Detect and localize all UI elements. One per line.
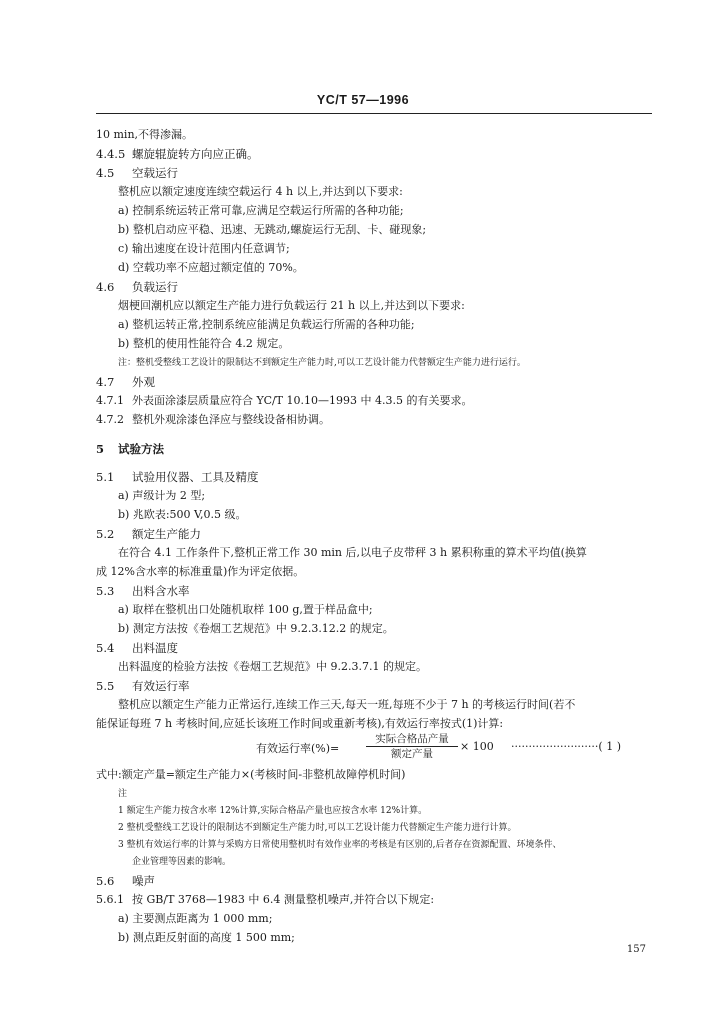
section-number: 4.6 (96, 280, 115, 294)
text-line: 出料温度的检验方法按《卷烟工艺规范》中 9.2.3.7.1 的规定。 (118, 660, 427, 673)
section-text: 负载运行 (132, 280, 178, 294)
list-item: a) 控制系统运转正常可靠,应满足空载运行所需的各种功能; (118, 204, 404, 217)
note-line: 2 整机受整线工艺设计的限制达不到额定生产能力时,可以工艺设计能力代替额定生产能力进行计算。 (118, 823, 517, 833)
section-heading (96, 166, 178, 180)
section-text: 出料温度 (132, 641, 178, 655)
section-text: 整机外观涂漆色泽应与整线设备相协调。 (132, 413, 330, 426)
formula-numerator: 实际合格品产量 (375, 733, 449, 745)
section-number: 4.7.2 (96, 413, 124, 426)
section-heading (96, 280, 178, 294)
list-item: b) 整机的使用性能符合 4.2 规定。 (118, 337, 290, 350)
formula-fraction (366, 733, 458, 760)
page-number: 157 (626, 944, 646, 955)
section-heading (96, 470, 259, 484)
chapter-number: 5 (96, 442, 105, 456)
list-item: b) 兆欧表:500 V,0.5 级。 (118, 508, 247, 521)
section-text: 螺旋辊旋转方向应正确。 (132, 147, 259, 161)
section-number: 5.6 (96, 874, 115, 888)
page-header: YC/T 57—1996 (316, 93, 410, 107)
section-text: 噪声 (132, 874, 155, 888)
section-number: 5.4 (96, 641, 115, 655)
section-number: 4.4.5 (96, 147, 126, 161)
header-rule (96, 113, 652, 114)
section-heading (96, 584, 190, 598)
section-number: 5.3 (96, 584, 115, 598)
list-item: a) 声级计为 2 型; (118, 489, 206, 502)
chapter-heading (96, 442, 164, 456)
text-line: 能保证每班 7 h 考核时间,应延长该班工作时间或重新考核),有效运行率按式(1)计算: (96, 717, 504, 730)
formula-lhs: 有效运行率(%)= (256, 742, 340, 755)
note-label: 注 (118, 789, 128, 799)
list-item: c) 输出速度在设计范围内任意调节; (118, 242, 290, 255)
formula-denominator: 额定产量 (391, 748, 433, 760)
list-item: d) 空载功率不应超过额定值的 70%。 (118, 261, 304, 274)
text-line: 烟梗回潮机应以额定生产能力进行负载运行 21 h 以上,并达到以下要求: (118, 299, 465, 312)
section-text: 空载运行 (132, 166, 178, 180)
section-text: 按 GB/T 3768—1983 中 6.4 测量整机噪声,并符合以下规定: (132, 893, 435, 906)
section-text: 试验用仪器、工具及精度 (132, 470, 259, 484)
section-number: 5.5 (96, 679, 115, 693)
section-text: 外表面涂漆层质量应符合 YC/T 10.10—1993 中 4.3.5 的有关要求。 (132, 394, 473, 407)
section-text: 额定生产能力 (132, 527, 201, 541)
text-line: 在符合 4.1 工作条件下,整机正常工作 30 min 后,以电子皮带秤 3 h 累积称重的算术平均值(换算 (118, 546, 587, 559)
text-line: 10 min,不得渗漏。 (96, 128, 194, 141)
text-line: 式中:额定产量=额定生产能力×(考核时间-非整机故障停机时间) (96, 768, 406, 781)
section-heading (96, 641, 178, 655)
section-heading (96, 413, 330, 427)
section-heading (96, 679, 190, 693)
note-line: 企业管理等因素的影响。 (132, 857, 232, 867)
list-item: b) 测点距反射面的高度 1 500 mm; (118, 931, 295, 944)
section-number: 4.7 (96, 375, 115, 389)
list-item: a) 取样在整机出口处随机取样 100 g,置于样品盒中; (118, 603, 373, 616)
note-line: 注：整机受整线工艺设计的限制达不到额定生产能力时,可以工艺设计能力代替额定生产能力进行运行。 (118, 358, 526, 368)
list-item: a) 整机运转正常,控制系统应能满足负载运行所需的各种功能; (118, 318, 415, 331)
section-number: 5.1 (96, 470, 115, 484)
list-item: b) 测定方法按《卷烟工艺规范》中 9.2.3.12.2 的规定。 (118, 622, 394, 635)
formula-number: ·························( 1 ) (511, 740, 621, 753)
fraction-bar (366, 746, 458, 747)
section-heading (96, 874, 155, 888)
note-line: 1 额定生产能力按含水率 12%计算,实际合格品产量也应按含水率 12%计算。 (118, 806, 428, 816)
section-heading (96, 147, 259, 161)
section-heading (96, 893, 434, 907)
section-number: 4.7.1 (96, 394, 124, 407)
section-number: 5.2 (96, 527, 115, 541)
section-text: 有效运行率 (132, 679, 190, 693)
note-line: 3 整机有效运行率的计算与采购方日常使用整机时有效作业率的考核是有区别的,后者存在资源配置、环境条件、 (118, 840, 562, 850)
section-heading (96, 375, 155, 389)
list-item: a) 主要测点距离为 1 000 mm; (118, 912, 273, 925)
formula-rhs: × 100 (460, 740, 494, 753)
text-line: 整机应以额定生产能力正常运行,连续工作三天,每天一班,每班不少于 7 h 的考核运行时间(若不 (118, 698, 576, 711)
section-heading (96, 394, 472, 408)
section-text: 出料含水率 (132, 584, 190, 598)
section-heading (96, 527, 201, 541)
text-line: 整机应以额定速度连续空载运行 4 h 以上,并达到以下要求: (118, 185, 403, 198)
section-number: 5.6.1 (96, 893, 124, 906)
section-number: 4.5 (96, 166, 115, 180)
list-item: b) 整机启动应平稳、迅速、无跳动,螺旋运行无刮、卡、碰现象; (118, 223, 427, 236)
text-line: 成 12%含水率的标准重量)作为评定依据。 (96, 565, 305, 578)
section-text: 外观 (132, 375, 155, 389)
chapter-text: 试验方法 (118, 442, 164, 456)
